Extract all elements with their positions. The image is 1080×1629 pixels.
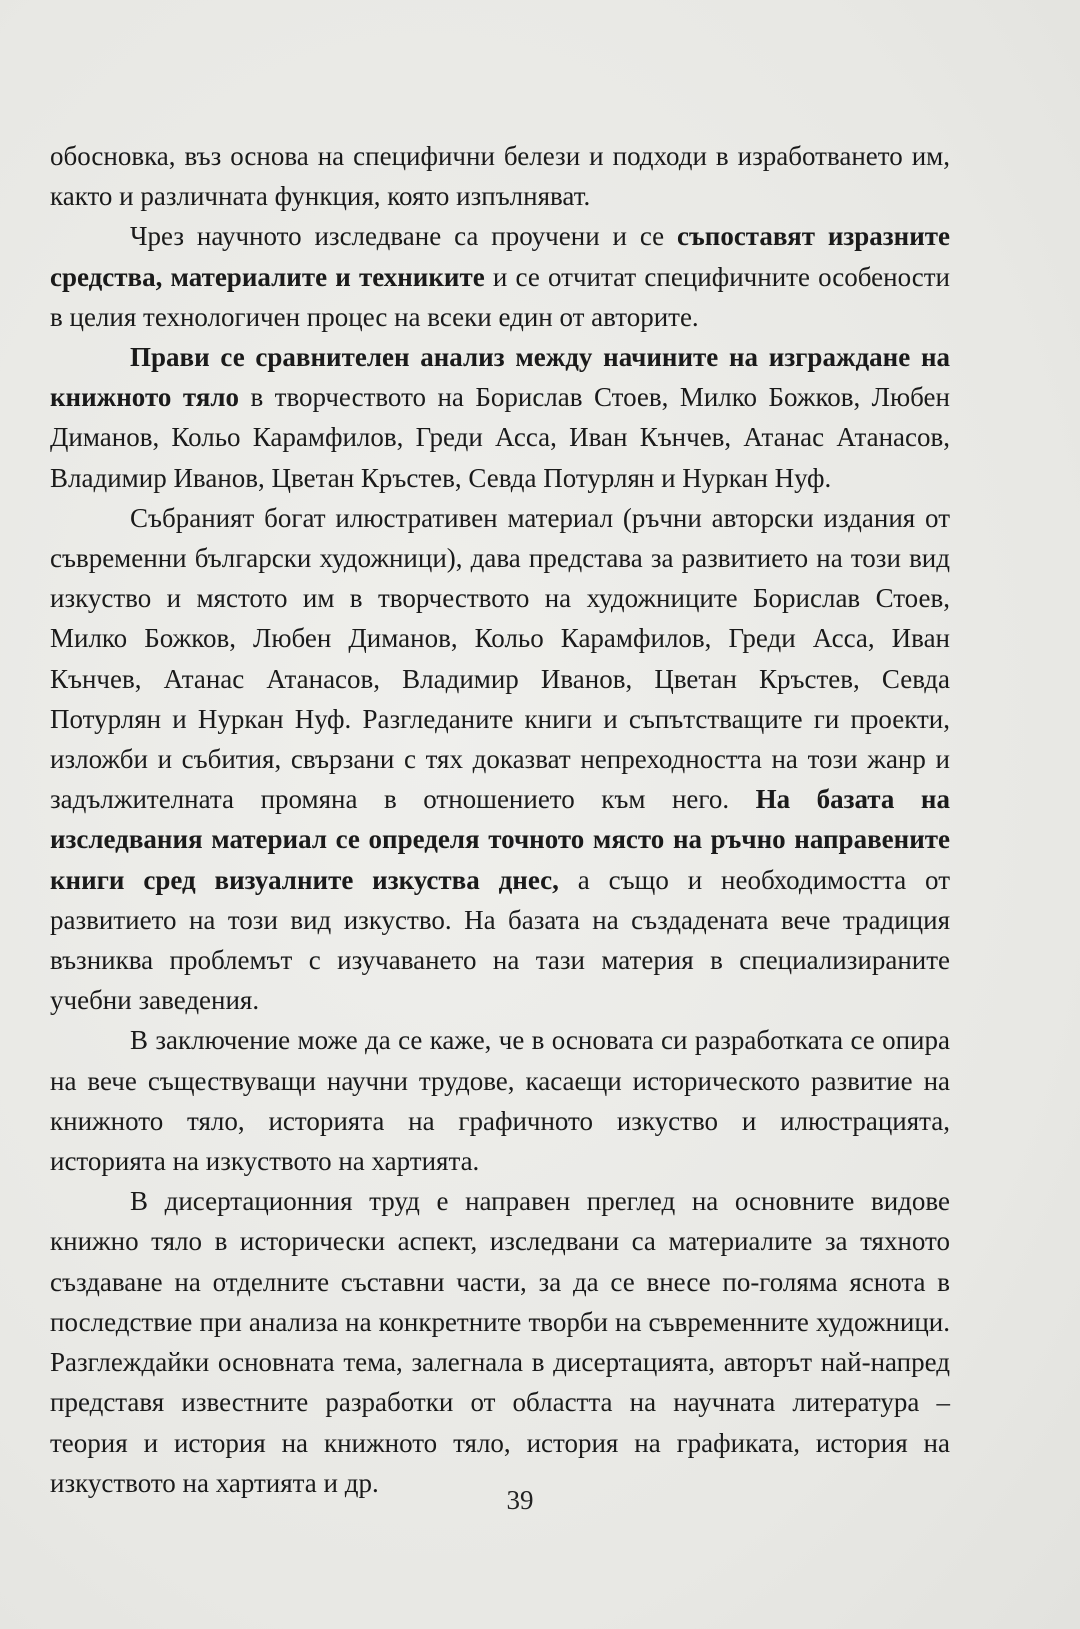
paragraph <box>50 136 950 216</box>
page-number: 39 <box>506 1485 534 1515</box>
text-run: Събраният богат илюстративен материал (ръчни авторски издания от съвременни български художници), дава представа за развитието на този вид изкуство и мястото им в творчеството на художниците Борислав Стоев, Милко Божков, Любен Диманов, Кольо Карамфилов, Греди Асса, Иван Кънчев, Атанас Атанасов, Владимир Иванов, Цветан Кръстев, Севда Потурлян и Нуркан Нуф. Разгледаните книги и съпътстващите ги проекти, изложби и събития, свързани с тях доказват непреходността на този жанр и задължителната промяна в отношението към него. <box>50 502 950 815</box>
paragraph <box>50 337 950 498</box>
text-run: Чрез научното изследване са проучени и се <box>130 221 678 252</box>
text-run: В дисертационния труд е направен преглед на основните видове книжно тяло в исторически аспект, изследвани са материалите за тяхното създаване на отделните съставни части, за да се внесе по-голяма яснота в последствие при анализа на конкретните творби на съвременните художници. Разглеждайки основната тема, залегнала в дисертацията, авторът най-напред представя известните разработки от областта на научната литература – теория и история на книжното тяло, история на графиката, история на изкуството на хартията и др. <box>50 1186 950 1498</box>
paragraph <box>50 1020 950 1181</box>
bold-text: Прави се сравнителен анализ между начините на изграждане на книжното тяло <box>50 342 950 413</box>
bold-text: На базата на изследвания материал се определя точното място на ръчно направените книги сред визуалните изкуства днес, <box>50 784 950 895</box>
text-run: а също и необходимостта от развитието на този вид изкуство. На базата на създадената вече традиция възниква проблемът с изучаването на тази материя в специализираните учебни заведения. <box>50 864 950 1016</box>
text-run: В заключение може да се каже, че в основата си разработката се опира на вече съществуващи научни трудове, касаещи историческото развитие на книжното тяло, историята на графичното изкуство и илюстрацията, историята на изкуството на хартията. <box>50 1025 950 1177</box>
text-run: в творчеството на Борислав Стоев, Милко Божков, Любен Диманов, Кольо Карамфилов, Греди Асса, Иван Кънчев, Атанас Атанасов, Владимир Иванов, Цветан Кръстев, Севда Потурлян и Нуркан Нуф. <box>50 382 950 493</box>
paragraph <box>50 498 950 1021</box>
paragraph <box>50 216 950 337</box>
paragraph <box>50 1181 950 1503</box>
text-run: обосновка, въз основа на специфични белези и подходи в изработването им, както и различната функция, която изпълняват. <box>50 141 950 212</box>
bold-text: съпоставят изразните средства, материалите и техниките <box>50 221 950 292</box>
text-run: и се отчитат специфичните особености в целия технологичен процес на всеки един от авторите. <box>50 261 950 332</box>
body-text <box>50 136 950 1503</box>
